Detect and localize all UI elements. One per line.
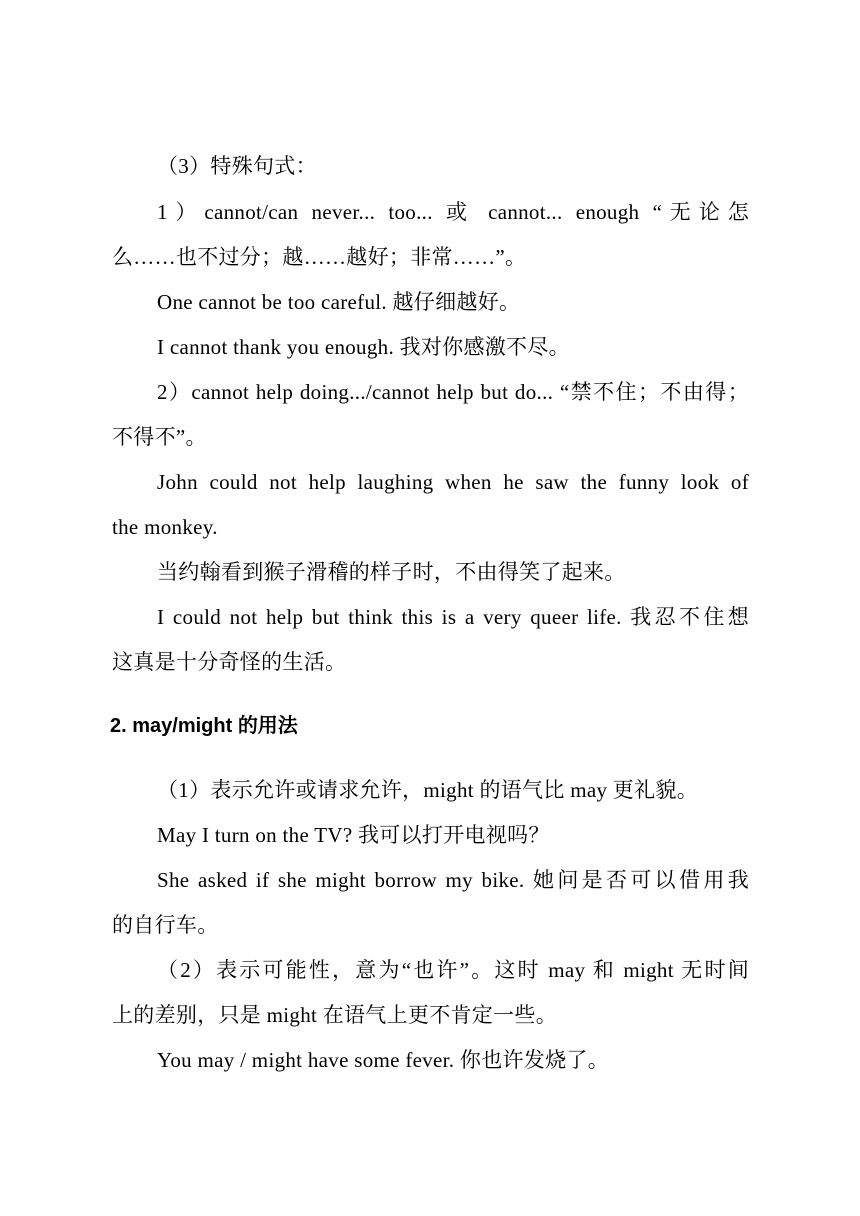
example-sentence-line1: John could not help laughing when he saw the funny look of <box>157 470 749 494</box>
subsection-title-special-patterns: （3）特殊句式： <box>157 154 317 178</box>
example-sentence: I cannot thank you enough. 我对你感激不尽。 <box>157 335 570 359</box>
subsection-permission: （1）表示允许或请求允许，might 的语气比 may 更礼貌。 <box>157 778 699 802</box>
example-sentence: You may / might have some fever. 你也许发烧了。 <box>157 1048 609 1072</box>
example-translation: 当约翰看到猴子滑稽的样子时，不由得笑了起来。 <box>157 560 626 584</box>
example-sentence-line1: I could not help but think this is a very queer life. 我忍不住想 <box>157 605 749 629</box>
example-sentence-line2: the monkey. <box>112 515 218 539</box>
example-sentence: May I turn on the TV? 我可以打开电视吗？ <box>157 823 550 847</box>
rule-cannot-too-line2: 么……也不过分；越……越好；非常……”。 <box>112 245 527 269</box>
subsection-possibility-line2: 上的差别，只是 might 在语气上更不肯定一些。 <box>112 1003 558 1027</box>
rule-cannot-help-line2: 不得不”。 <box>112 425 207 449</box>
example-sentence-line1: She asked if she might borrow my bike. 她问是否可以借用我 <box>157 868 749 892</box>
example-sentence-line2: 这真是十分奇怪的生活。 <box>112 650 347 674</box>
section-heading-may-might: 2. may/might 的用法 <box>110 715 298 737</box>
rule-cannot-too-line1: 1）cannot/can never... too... 或 cannot... enough “无论怎 <box>157 200 749 224</box>
example-sentence: One cannot be too careful. 越仔细越好。 <box>157 290 521 314</box>
rule-cannot-help-line1: 2）cannot help doing.../cannot help but do... “禁不住；不由得； <box>157 380 749 404</box>
subsection-possibility-line1: （2）表示可能性，意为“也许”。这时 may 和 might 无时间 <box>157 958 749 982</box>
example-sentence-line2: 的自行车。 <box>112 913 219 937</box>
